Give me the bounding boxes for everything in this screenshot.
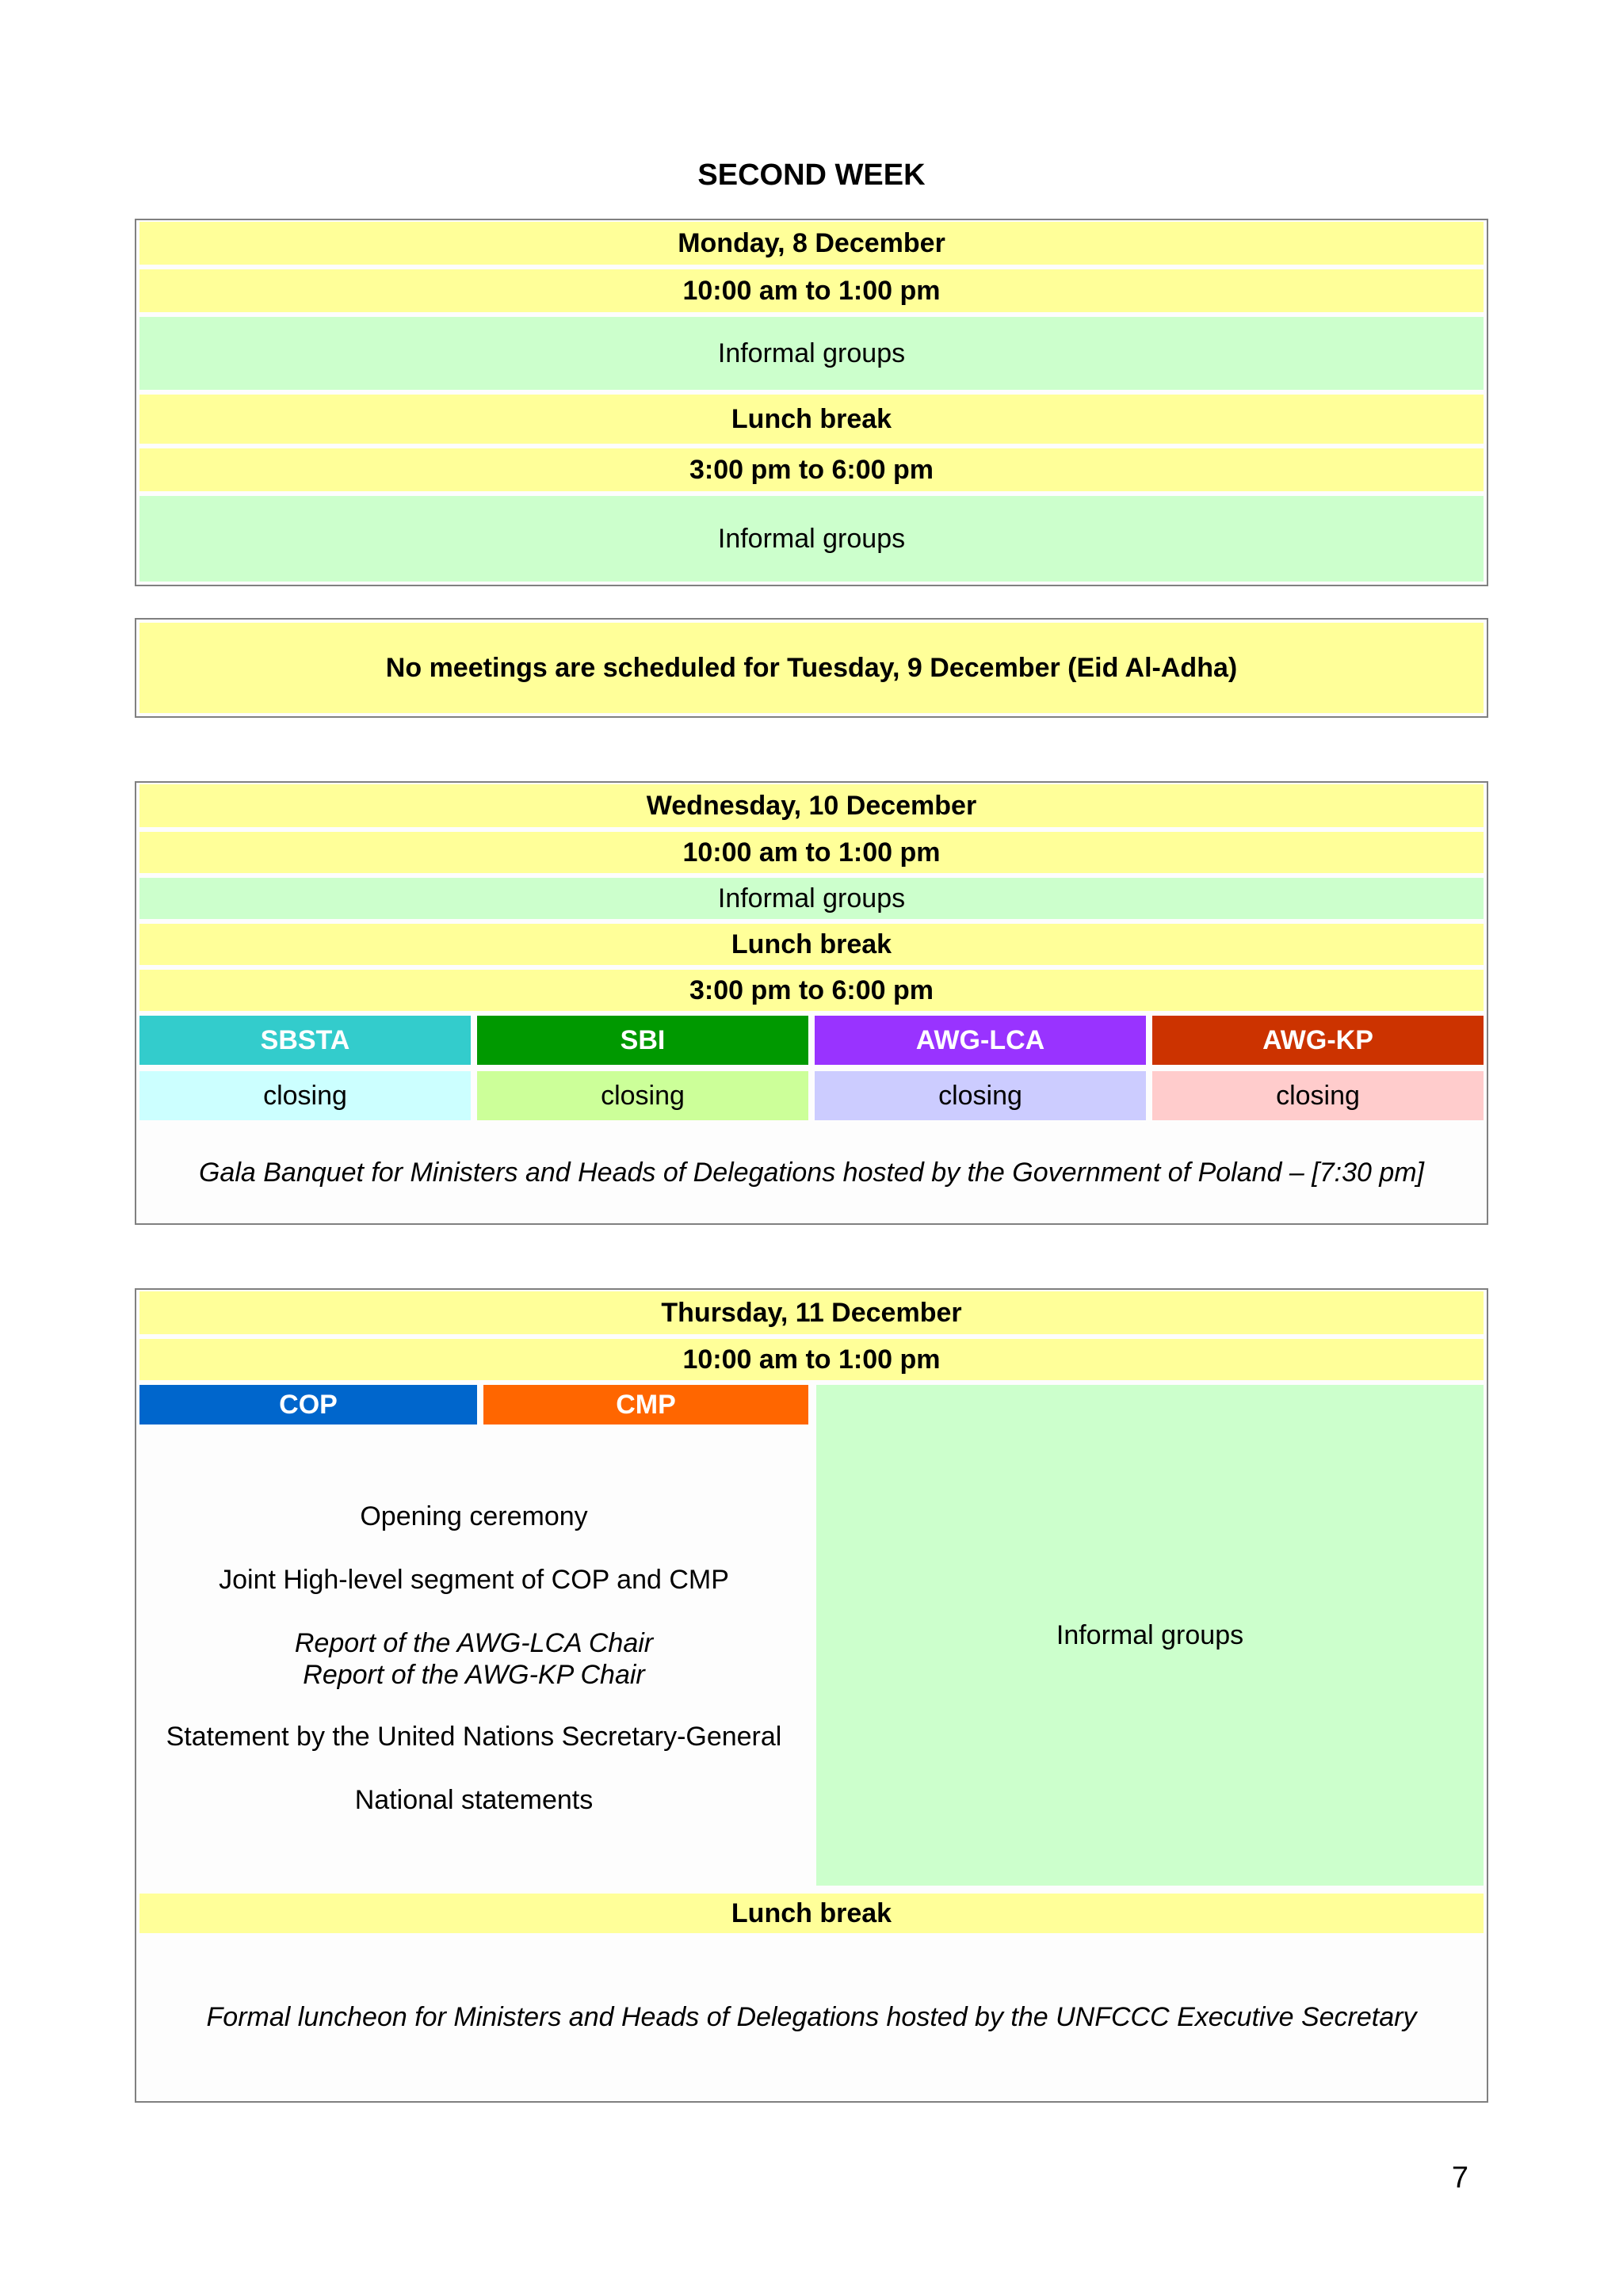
awg-lca-header: AWG-LCA [815, 1016, 1146, 1065]
page-number: 7 [1451, 2161, 1468, 2195]
joint-segment: Joint High-level segment of COP and CMP [219, 1565, 729, 1595]
page-title: SECOND WEEK [697, 158, 926, 192]
wednesday-schedule [135, 781, 1488, 1225]
day-header: Wednesday, 10 December [139, 784, 1484, 827]
cop-header: COP [139, 1385, 477, 1425]
awg-kp-header: AWG-KP [1152, 1016, 1484, 1065]
informal-groups: Informal groups [816, 1385, 1484, 1886]
sg-statement: Statement by the United Nations Secretary-General [166, 1722, 782, 1752]
afternoon-time: 3:00 pm to 6:00 pm [139, 970, 1484, 1011]
tuesday-notice: No meetings are scheduled for Tuesday, 9 December (Eid Al-Adha) [139, 623, 1484, 713]
lunch-break: Lunch break [139, 395, 1484, 444]
monday-schedule [135, 219, 1488, 586]
morning-time: 10:00 am to 1:00 pm [139, 1339, 1484, 1380]
awg-kp-status: closing [1152, 1071, 1484, 1120]
sbsta-header: SBSTA [139, 1016, 471, 1065]
awg-lca-status: closing [815, 1071, 1146, 1120]
day-header: Thursday, 11 December [139, 1291, 1484, 1334]
evening-event: Gala Banquet for Ministers and Heads of Delegations hosted by the Government of Poland – [7:30 pm] [198, 1157, 1425, 1188]
lunch-break: Lunch break [139, 1894, 1484, 1933]
day-header: Monday, 8 December [139, 222, 1484, 265]
sbi-header: SBI [477, 1016, 808, 1065]
lunch-break: Lunch break [139, 924, 1484, 965]
national-statements: National statements [354, 1785, 594, 1815]
morning-time: 10:00 am to 1:00 pm [139, 269, 1484, 312]
cmp-header: CMP [483, 1385, 808, 1425]
afternoon-activity: Informal groups [139, 496, 1484, 582]
thursday-schedule [135, 1288, 1488, 2103]
morning-activity: Informal groups [139, 317, 1484, 390]
afternoon-time: 3:00 pm to 6:00 pm [139, 448, 1484, 491]
formal-luncheon: Formal luncheon for Ministers and Heads of Delegations hosted by the UNFCCC Executive Secretary [206, 2001, 1417, 2032]
morning-time: 10:00 am to 1:00 pm [139, 832, 1484, 873]
morning-activity: Informal groups [139, 878, 1484, 919]
report-awg-lca: Report of the AWG-LCA Chair [294, 1628, 654, 1658]
opening-ceremony: Opening ceremony [360, 1501, 588, 1531]
report-awg-kp: Report of the AWG-KP Chair [303, 1660, 645, 1690]
sbi-status: closing [477, 1071, 808, 1120]
tuesday-notice-box [135, 618, 1488, 718]
sbsta-status: closing [139, 1071, 471, 1120]
